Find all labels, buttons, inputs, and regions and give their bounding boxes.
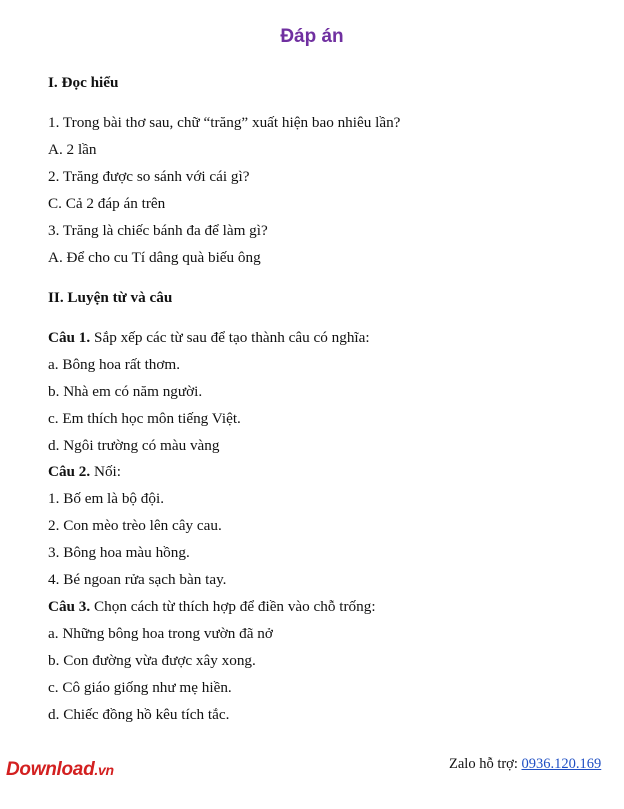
reading-answer-1: A. 2 lần: [48, 141, 97, 158]
question-3-text: Chọn cách từ thích hợp để điền vào chỗ trống:: [90, 598, 376, 615]
question-1-answer-d: d. Ngôi trường có màu vàng: [48, 437, 220, 454]
download-vn-logo[interactable]: [6, 759, 114, 781]
reading-question-3: 3. Trăng là chiếc bánh đa để làm gì?: [48, 222, 268, 239]
question-1-answer-a: a. Bông hoa rất thơm.: [48, 356, 181, 373]
question-1-answer-b: b. Nhà em có năm người.: [48, 383, 203, 400]
logo-text: Download: [6, 759, 95, 780]
reading-question-1: 1. Trong bài thơ sau, chữ “trăng” xuất hiện bao nhiêu lần?: [48, 114, 401, 131]
question-3-answer-c: c. Cô giáo giống như mẹ hiền.: [48, 679, 232, 696]
question-3-answer-a: a. Những bông hoa trong vườn đã nở: [48, 625, 273, 642]
question-3-label: Câu 3.: [48, 598, 91, 615]
question-3-answer-b: b. Con đường vừa được xây xong.: [48, 652, 256, 669]
section-heading-vocabulary: II. Luyện từ và câu: [48, 289, 173, 306]
reading-answer-2: C. Cả 2 đáp án trên: [48, 195, 166, 212]
question-1-label: Câu 1.: [48, 329, 91, 346]
reading-question-2: 2. Trăng được so sánh với cái gì?: [48, 168, 250, 185]
question-1-text: Sắp xếp các từ sau để tạo thành câu có nghĩa:: [90, 329, 370, 346]
question-2-answer-4: 4. Bé ngoan rửa sạch bàn tay.: [48, 571, 227, 588]
logo-suffix: .vn: [94, 762, 114, 778]
question-2-label: Câu 2.: [48, 463, 91, 480]
support-label: Zalo hỗ trợ:: [449, 756, 522, 772]
zalo-support: [449, 756, 601, 773]
question-2-answer-1: 1. Bố em là bộ đội.: [48, 490, 165, 507]
reading-answer-3: A. Để cho cu Tí dâng quà biếu ông: [48, 249, 261, 266]
question-2-answer-3: 3. Bông hoa màu hồng.: [48, 544, 190, 561]
question-3: [48, 597, 376, 617]
question-2-answer-2: 2. Con mèo trèo lên cây cau.: [48, 517, 222, 534]
section-heading-reading: I. Đọc hiểu: [48, 74, 119, 91]
page-title: Đáp án: [280, 26, 344, 47]
support-phone-link[interactable]: 0936.120.169: [521, 756, 602, 772]
question-1: [48, 328, 370, 348]
question-2: [48, 462, 121, 482]
question-3-answer-d: d. Chiếc đồng hồ kêu tích tắc.: [48, 706, 230, 723]
question-1-answer-c: c. Em thích học môn tiếng Việt.: [48, 410, 241, 427]
question-2-text: Nối:: [90, 463, 122, 480]
